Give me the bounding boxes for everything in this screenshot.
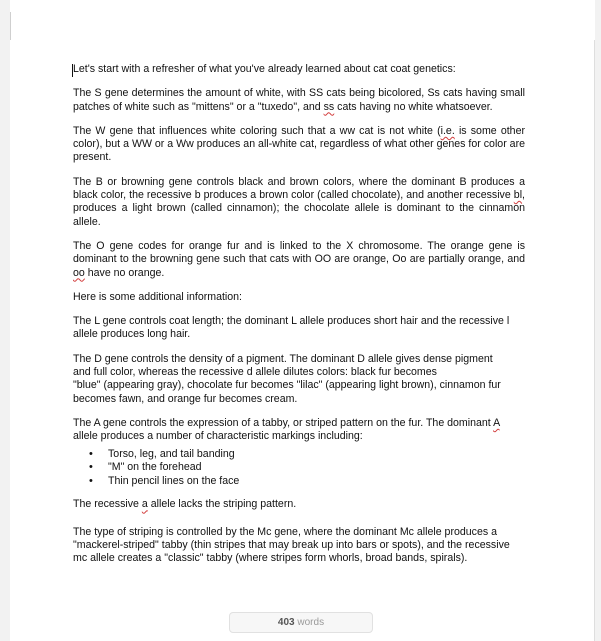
spelling-error-ss[interactable]: ss bbox=[323, 100, 335, 113]
d-gene-line-1: The D gene controls the density of a pigment. The dominant D allele gives dense pigment bbox=[73, 352, 493, 365]
spelling-error-oo[interactable]: oo bbox=[73, 266, 85, 279]
list-item: • "M" on the forehead bbox=[89, 461, 525, 475]
b-gene-paragraph bbox=[73, 176, 525, 229]
recessive-a-text-b: allele lacks the striping pattern. bbox=[147, 498, 297, 511]
b-gene-text-b: , produces a light brown (called cinnamon); the chocolate allele is dominant to the cinnamon allele. bbox=[73, 189, 525, 228]
o-gene-text-b: have no orange. bbox=[84, 266, 165, 279]
mc-gene-paragraph: The type of striping is controlled by the Mc gene, where the dominant Mc allele produces a "mackerel-striped" tabby (thin stripes that may break up into bars or spots), and the recessive mc allele creates a "classic" tabby (where stripes form whorls, broad bands, spirals). bbox=[73, 525, 510, 565]
margin-rule bbox=[10, 12, 11, 40]
recessive-a-paragraph bbox=[73, 498, 525, 511]
s-gene-paragraph bbox=[73, 87, 525, 114]
d-gene-paragraph bbox=[73, 353, 525, 406]
spelling-error-bl[interactable]: bl bbox=[513, 189, 523, 202]
scrollbar-track[interactable] bbox=[594, 40, 595, 641]
spelling-error-a[interactable]: a bbox=[141, 498, 148, 511]
s-gene-text-b: , and bbox=[297, 100, 324, 113]
recessive-a-text-a: The recessive bbox=[73, 498, 142, 511]
d-gene-line-3: "blue" (appearing gray), chocolate fur becomes "lilac" (appearing light brown), cinnamon fur becomes fawn, and orange fur becomes cream. bbox=[73, 379, 501, 405]
w-gene-text-b: is some other color), but a WW or a Ww produces an all-white cat, regardless of what other genes for color are present. bbox=[73, 124, 525, 164]
spelling-error-A[interactable]: A bbox=[493, 416, 500, 429]
s-gene-text-a: The S gene determines the amount of white, with SS cats being bicolored, Ss cats having small patches of white such as "mittens" or a "tuxedo" bbox=[73, 87, 525, 113]
a-gene-paragraph bbox=[73, 417, 525, 444]
list-item: • Torso, leg, and tail banding bbox=[89, 448, 525, 462]
a-gene-text-b: allele produces a number of characteristic markings including: bbox=[73, 430, 363, 443]
document-body[interactable] bbox=[73, 63, 525, 577]
list-item: • Thin pencil lines on the face bbox=[89, 475, 525, 489]
d-gene-line-2: and full color, whereas the recessive d allele dilutes colors: black fur becomes bbox=[73, 366, 437, 379]
additional-info-heading: Here is some additional information: bbox=[73, 290, 242, 303]
o-gene-text-a: The O gene codes for orange fur and is linked to the X chromosome. The orange gene is dominant to the browning gene such that cats with OO are orange, Oo are partially orange, and bbox=[73, 239, 525, 266]
w-gene-text-a: The W gene that influences white coloring such that a ww cat is not white ( bbox=[73, 124, 441, 137]
word-count-label: words bbox=[297, 617, 325, 628]
text-cursor bbox=[72, 64, 73, 77]
word-count-number: 403 bbox=[277, 617, 295, 628]
o-gene-paragraph bbox=[73, 240, 525, 280]
w-gene-paragraph bbox=[73, 125, 525, 165]
l-gene-paragraph: The L gene controls coat length; the dominant L allele produces short hair and the recessive l allele produces long hair. bbox=[73, 315, 510, 341]
spelling-error-ie[interactable]: i.e. bbox=[440, 124, 455, 137]
a-gene-text-a: The A gene controls the expression of a tabby, or striped pattern on the fur. The dominant bbox=[73, 416, 494, 429]
s-gene-text-c: cats having no white whatsoever. bbox=[334, 100, 493, 113]
word-count-badge[interactable] bbox=[229, 612, 373, 633]
b-gene-text-a: The B or browning gene controls black and brown colors, where the dominant B produces a black color, the recessive b produces a brown color (called chocolate), and another recessive bbox=[73, 175, 525, 202]
markings-list bbox=[73, 448, 525, 489]
intro-paragraph: Let's start with a refresher of what you've already learned about cat coat genetics: bbox=[73, 63, 456, 75]
